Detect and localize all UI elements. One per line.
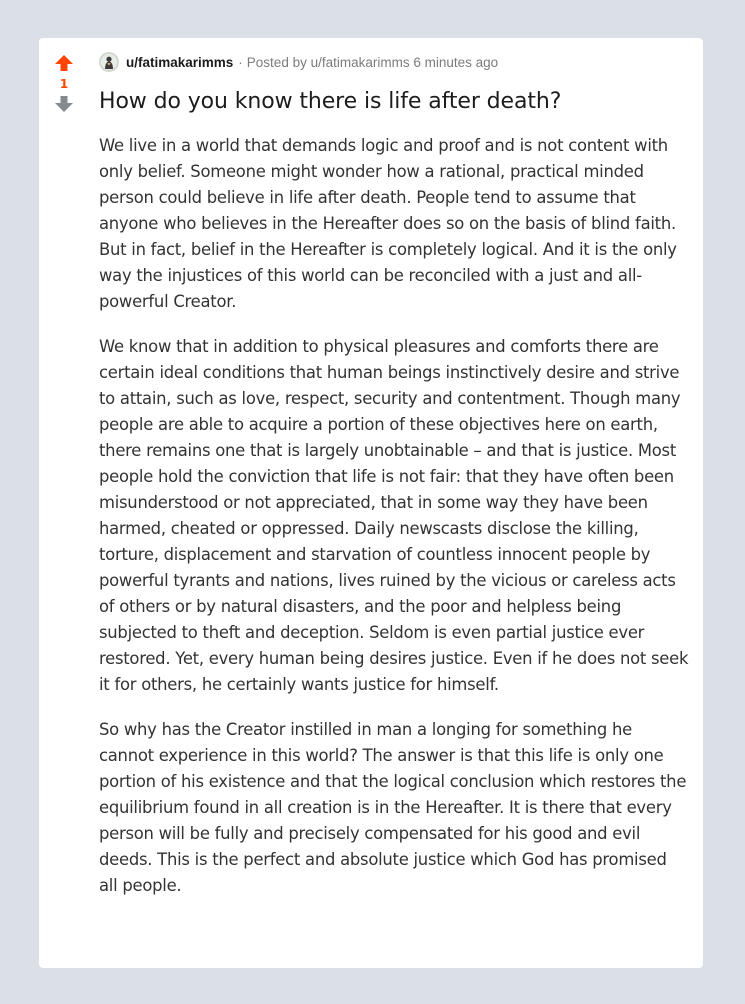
post-content (99, 50, 689, 918)
post-title[interactable]: How do you know there is life after death? (99, 89, 562, 114)
post-paragraph: We know that in addition to physical pleasures and comforts there are certain ideal conditions that human beings instinctively desire and strive to attain, such as love, respect, security and contentment. Though many people are able to acquire a portion of these objectives here on earth, there remains one that is largely unobtainable – and that is justice. Most people hold the conviction that life is not fair: that they have often been misunderstood or not appreciated, that in some way they have been harmed, cheated or oppressed. Daily newscasts disclose the killing, torture, displacement and starvation of countless innocent people by powerful tyrants and nations, lives ruined by the vicious or careless acts of others or by natural disasters, and the poor and helpless being subjected to theft and deception. Seldom is even partial justice ever restored. Yet, every human being desires justice. Even if he does not seek it for others, he certainly wants justice for himself. (99, 337, 689, 694)
posted-by-label: Posted by (246, 54, 307, 70)
avatar-icon[interactable] (99, 52, 119, 72)
arrow-down-icon (54, 94, 74, 114)
post-body (99, 133, 689, 899)
vote-column (51, 52, 77, 115)
upvote-button[interactable] (53, 52, 75, 74)
post-meta (99, 50, 689, 74)
vote-count: 1 (59, 77, 69, 91)
post-paragraph: So why has the Creator instilled in man a longing for something he cannot experience in this world? The answer is that this life is only one portion of his existence and that the logical conclusion which restores the equilibrium found in all creation is in the Hereafter. It is there that every person will be fully and precisely compensated for his good and evil deeds. This is the perfect and absolute justice which God has promised all people. (99, 720, 687, 895)
meta-separator: · (238, 54, 243, 70)
author-link[interactable]: u/fatimakarimms (310, 54, 410, 70)
downvote-button[interactable] (53, 93, 75, 115)
post-timestamp[interactable]: 6 minutes ago (413, 54, 499, 70)
community-link[interactable]: u/fatimakarimms (126, 54, 234, 70)
post-card (39, 38, 703, 968)
post-paragraph: We live in a world that demands logic and proof and is not content with only belief. Someone might wonder how a rational, practical minded person could believe in life after death. People tend to assume that anyone who believes in the Hereafter does so on the basis of blind faith. But in fact, belief in the Hereafter is completely logical. And it is the only way the injustices of this world can be reconciled with a just and all-powerful Creator. (99, 136, 677, 311)
arrow-up-icon (54, 53, 74, 73)
